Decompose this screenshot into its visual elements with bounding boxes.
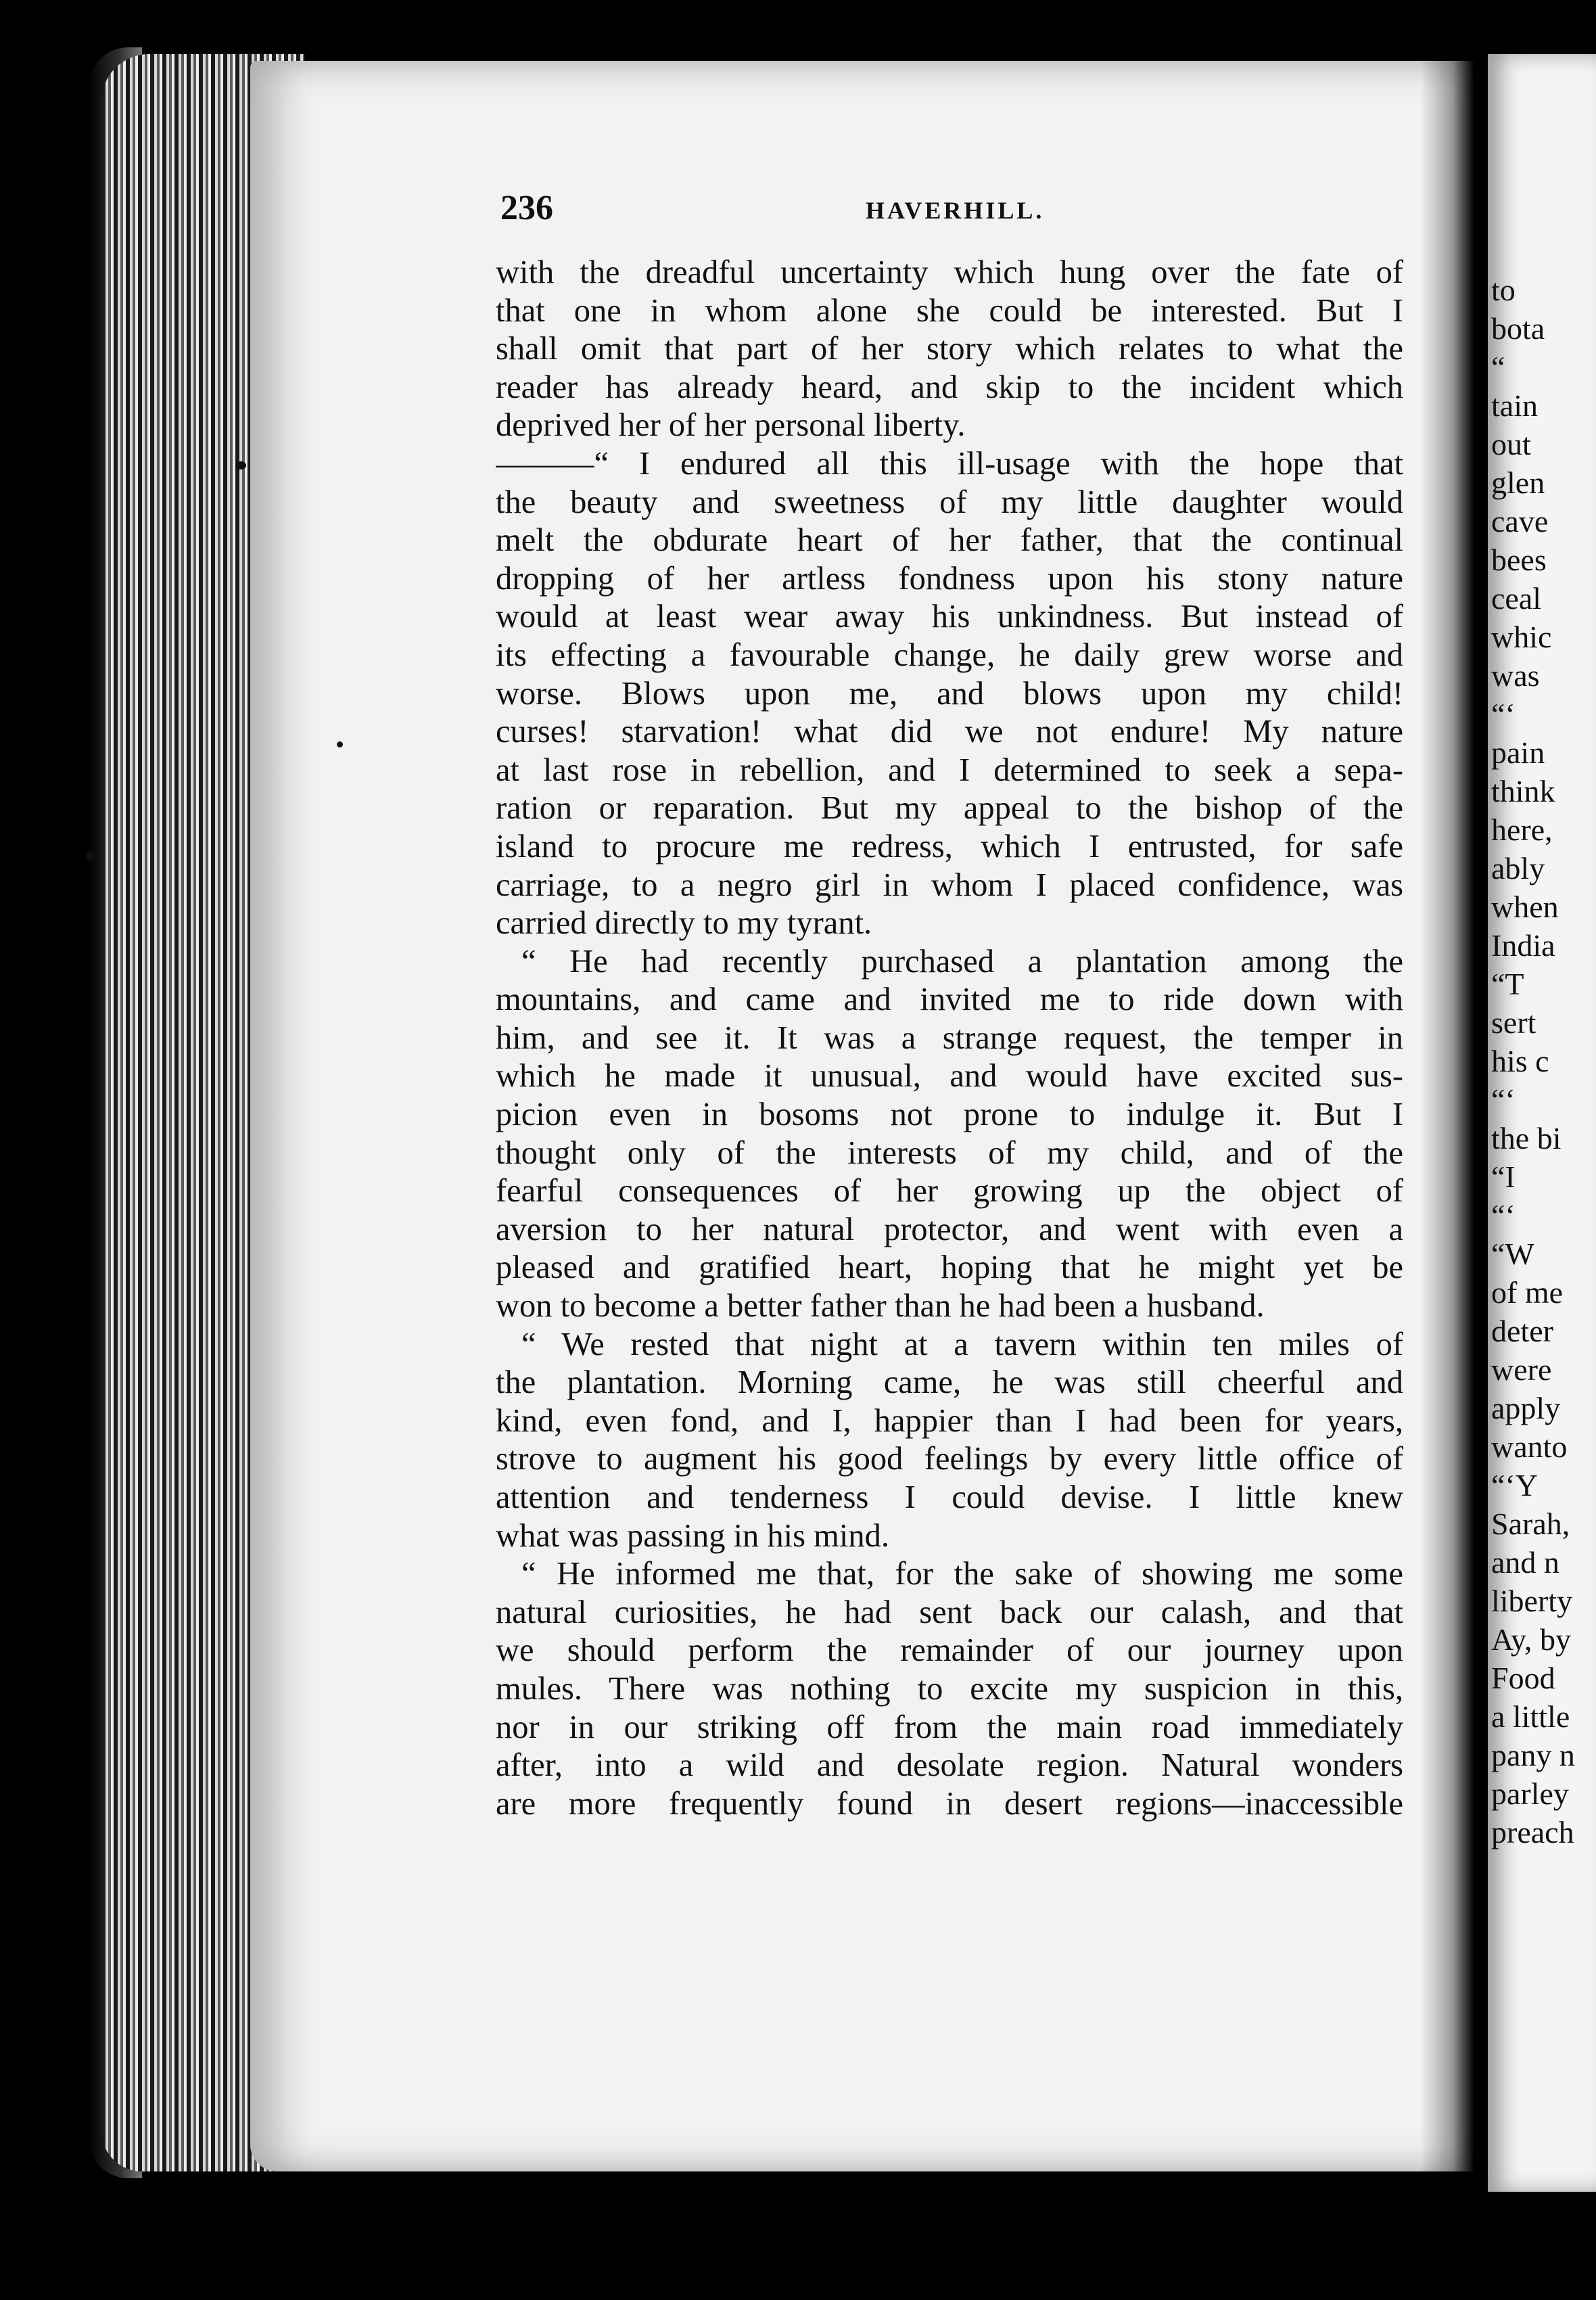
text-line: won to become a better father than he had been a husband. — [496, 1288, 1265, 1325]
right-page-fragment: “I — [1491, 1159, 1516, 1194]
right-page-fragment: wanto — [1491, 1429, 1568, 1464]
text-line: mules. There was nothing to excite my suspicion in this, — [496, 1670, 1403, 1707]
text-line: with the dreadful uncertainty which hung over the fate of — [496, 254, 1403, 290]
right-page-fragment: here, — [1491, 812, 1553, 847]
right-page-fragment: of me — [1491, 1275, 1564, 1310]
right-page-fragment: apply — [1491, 1391, 1561, 1425]
text-line: would at least wear away his unkindness. But instead of — [496, 599, 1403, 635]
right-page-fragment: “‘Y — [1491, 1468, 1538, 1502]
text-line: kind, even fond, and I, happier than I had been for years, — [496, 1402, 1403, 1439]
text-line: picion even in bosoms not prone to indulge it. But I — [496, 1097, 1403, 1133]
text-line: aversion to her natural protector, and went with even a — [496, 1211, 1403, 1247]
text-line: “ He had recently purchased a plantation among the — [521, 943, 1403, 980]
text-line: curses! starvation! what did we not endure! My nature — [496, 714, 1403, 750]
text-line: thought only of the interests of my child, and of the — [496, 1134, 1403, 1171]
right-page-fragment: were — [1491, 1352, 1552, 1387]
text-line: after, into a wild and desolate region. Natural wonders — [496, 1747, 1403, 1784]
right-page-fragment: pain — [1491, 735, 1545, 770]
right-page-fragment: ceal — [1491, 581, 1542, 616]
right-page-fragment: “T — [1491, 967, 1524, 1001]
right-page-fragment: India — [1491, 928, 1555, 963]
text-line: what was passing in his mind. — [496, 1517, 889, 1554]
right-page-fragment: parley — [1491, 1776, 1569, 1811]
page-header — [500, 188, 1400, 229]
text-line: deprived her of her personal liberty. — [496, 407, 966, 444]
text-line: ———“ I endured all this ill-usage with the hope that — [496, 445, 1403, 482]
text-line: strove to augment his good feelings by every little office of — [496, 1441, 1403, 1477]
text-line: carried directly to my tyrant. — [496, 905, 872, 942]
text-line: worse. Blows upon me, and blows upon my child! — [496, 675, 1403, 712]
body-text — [496, 254, 1403, 1823]
text-line: the beauty and sweetness of my little daughter would — [496, 484, 1403, 520]
text-line: fearful consequences of her growing up the object of — [496, 1173, 1403, 1210]
right-page-fragment: deter — [1491, 1314, 1553, 1348]
text-line: pleased and gratified heart, hoping that he might yet be — [496, 1249, 1403, 1286]
running-title: HAVERHILL. — [866, 197, 1045, 224]
right-page-fragment: bota — [1491, 311, 1545, 346]
right-page-fragment: “‘ — [1491, 1082, 1516, 1117]
right-page-fragment: Ay, by — [1491, 1622, 1572, 1657]
right-page-fragment: out — [1491, 427, 1531, 461]
right-page-fragment: whic — [1491, 620, 1552, 654]
text-line: island to procure me redress, which I entrusted, for safe — [496, 828, 1403, 865]
text-line: its effecting a favourable change, he daily grew worse and — [496, 637, 1403, 673]
text-line: carriage, to a negro girl in whom I placed confidence, was — [496, 867, 1403, 903]
right-page-fragment: liberty — [1491, 1584, 1573, 1618]
text-line: the plantation. Morning came, he was still cheerful and — [496, 1364, 1403, 1401]
right-page-fragment: cave — [1491, 504, 1549, 538]
text-line: dropping of her artless fondness upon his stony nature — [496, 560, 1403, 597]
right-page-fragment: the bi — [1491, 1121, 1562, 1155]
right-page-fragment: Sarah, — [1491, 1506, 1570, 1541]
speck — [337, 741, 343, 748]
right-page-fragment: a little — [1491, 1699, 1570, 1734]
text-line: him, and see it. It was a strange request, the temper in — [496, 1019, 1403, 1056]
text-line: which he made it unusual, and would have excited sus- — [496, 1058, 1403, 1095]
text-line: ration or reparation. But my appeal to the bishop of the — [496, 790, 1403, 827]
text-line: are more frequently found in desert regions—inaccessible — [496, 1785, 1403, 1822]
text-line: we should perform the remainder of our journey upon — [496, 1632, 1403, 1669]
right-page-text — [1491, 271, 1596, 1852]
text-line: reader has already heard, and skip to the incident which — [496, 369, 1403, 405]
right-page-fragment: glen — [1491, 465, 1545, 500]
text-line: melt the obdurate heart of her father, that the continual — [496, 522, 1403, 559]
right-page-fragment: think — [1491, 774, 1555, 808]
right-page-fragment: was — [1491, 658, 1540, 693]
text-line: “ We rested that night at a tavern within ten miles of — [521, 1326, 1403, 1362]
text-line: nor in our striking off from the main road immediately — [496, 1709, 1403, 1745]
right-page-fragment: “ — [1491, 350, 1505, 384]
right-page-fragment: tain — [1491, 388, 1538, 423]
right-page-fragment: and n — [1491, 1545, 1559, 1580]
text-line: natural curiosities, he had sent back our calash, and that — [496, 1594, 1403, 1630]
text-line: shall omit that part of her story which relates to what the — [496, 331, 1403, 367]
right-page-fragment: bees — [1491, 543, 1547, 577]
right-page-fragment: ably — [1491, 851, 1545, 886]
page-number: 236 — [500, 189, 553, 227]
speck — [235, 461, 246, 469]
right-page-fragment: Food — [1491, 1661, 1555, 1695]
book-gutter — [1420, 54, 1474, 2185]
text-line: at last rose in rebellion, and I determined to seek a sepa- — [496, 752, 1403, 788]
text-line: mountains, and came and invited me to ride down with — [496, 982, 1403, 1018]
speck — [87, 851, 93, 860]
right-page-fragment: his c — [1491, 1044, 1549, 1078]
right-page-fragment: to — [1491, 273, 1516, 307]
text-line: “ He informed me that, for the sake of showing me some — [521, 1556, 1403, 1592]
right-page-fragment: when — [1491, 890, 1559, 924]
right-page-fragment: “W — [1491, 1237, 1534, 1271]
right-page-fragment: “‘ — [1491, 697, 1516, 731]
text-line: that one in whom alone she could be interested. But I — [496, 292, 1403, 329]
right-page-fragment: sert — [1491, 1005, 1536, 1040]
right-page-fragment: pany n — [1491, 1738, 1575, 1772]
right-page-fragment: “‘ — [1491, 1198, 1516, 1233]
right-page-fragment: preach — [1491, 1815, 1574, 1849]
text-line: attention and tenderness I could devise. I little knew — [496, 1479, 1403, 1515]
